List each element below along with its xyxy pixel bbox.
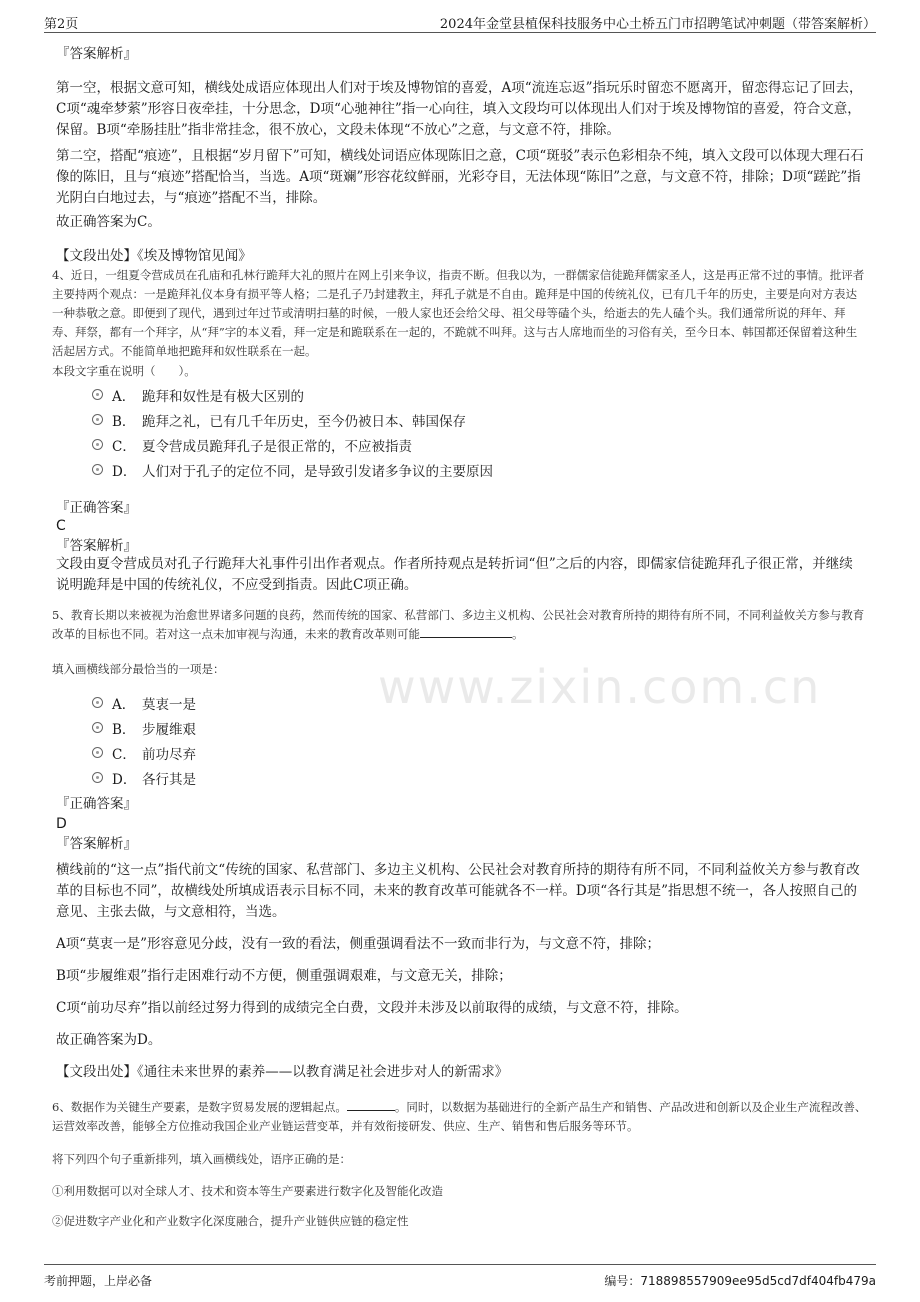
q5-option-d[interactable]: D． 各行其是 <box>92 765 852 790</box>
q6-sentence-1: ①利用数据可以对全球人才、技术和资本等生产要素进行数字化及智能化改造 <box>52 1184 443 1198</box>
q4-option-c[interactable]: C． 夏令营成员跪拜孔子是很正常的，不应被指责 <box>92 432 852 457</box>
q5-option-a[interactable]: A． 莫衷一是 <box>92 690 852 715</box>
q4-answer-tag: 『正确答案』 <box>56 500 137 516</box>
radio-icon[interactable] <box>92 697 103 708</box>
q4-answer: C <box>56 518 66 534</box>
radio-icon[interactable] <box>92 464 103 475</box>
q5-answer: D <box>56 816 67 832</box>
radio-icon[interactable] <box>92 414 103 425</box>
q4-question-text: 4、近日，一组夏令营成员在孔庙和孔林行跪拜大礼的照片在网上引来争议，指责不断。但我以为，一群儒家信徒跪拜儒家圣人，这是再正常不过的事情。批评者主要持两个观点：一是跪拜礼仪本身有损平等人格；二是孔子乃封建教主，拜孔子就是不自由。跪拜是中国的传统礼仪，已有几千年的历史，主要是向对方表达一种恭敬之意。即便到了现代，遇到过年过节或清明扫墓的时候，一般人家也还会给父母、祖父母等磕个头，给逝去的先人磕个头。我们通常所说的拜年、拜寿、拜祭，都有一个拜字，从“拜”字的本义看，拜一定是和跪联系在一起的，不跪就不叫拜。这与古人席地而坐的习俗有关，至今日本、韩国都还保留着这种生活起居方式。不能简单地把跪拜和奴性联系在一起。 <box>52 268 865 358</box>
watermark: www.zixin.com.cn <box>378 660 822 714</box>
q5-answer-tag: 『正确答案』 <box>56 796 137 812</box>
page-content <box>0 40 920 1260</box>
radio-icon[interactable] <box>92 389 103 400</box>
fill-blank <box>420 626 512 638</box>
radio-icon[interactable] <box>92 439 103 450</box>
q6-sentence-2: ②促进数字产业化和产业数字化深度融合，提升产业链供应链的稳定性 <box>52 1214 409 1228</box>
q4-prompt: 本段文字重在说明（ ）。 <box>52 364 196 378</box>
q5-source: 【文段出处】《通往未来世界的素养——以教育满足社会进步对人的新需求》 <box>56 1064 509 1080</box>
q4-options <box>92 382 852 482</box>
radio-icon[interactable] <box>92 747 103 758</box>
fill-blank <box>347 1099 395 1111</box>
document-title: 2024年金堂县植保科技服务中心土桥五门市招聘笔试冲刺题（带答案解析） <box>439 17 876 32</box>
page-footer <box>0 1264 920 1302</box>
radio-icon[interactable] <box>92 772 103 783</box>
q5-analysis-para4: C项“前功尽弃”指以前经过努力得到的成绩完全白费，文段并未涉及以前取得的成绩，与文意不符，排除。 <box>56 1000 688 1016</box>
q5-prompt: 填入画横线部分最恰当的一项是： <box>52 662 225 676</box>
q5-option-b[interactable]: B． 步履维艰 <box>92 715 852 740</box>
q5-option-c[interactable]: C． 前功尽弃 <box>92 740 852 765</box>
q3-source: 【文段出处】《埃及博物馆见闻》 <box>56 248 252 264</box>
q5-options <box>92 690 852 790</box>
q4-option-a[interactable]: A． 跪拜和奴性是有极大区别的 <box>92 382 852 407</box>
q5-conclusion: 故正确答案为D。 <box>56 1032 162 1048</box>
radio-icon[interactable] <box>92 722 103 733</box>
q4-option-d[interactable]: D． 人们对于孔子的定位不同，是导致引发诸多争议的主要原因 <box>92 457 852 482</box>
q3-analysis-tag: 『答案解析』 <box>56 46 137 62</box>
q6-question-text: 6、数据作为关键生产要素，是数字贸易发展的逻辑起点。 。同时，以数据为基础进行的全新产品生产和销售、产品改进和创新以及企业生产流程改善、运营效率改善，能够全方位推动我国企业产业链运营变革，并有效衔接研发、供应、生产、销售和售后服务等环节。 <box>52 1100 867 1133</box>
q5-analysis-para2: A项“莫衷一是”形容意见分歧，没有一致的看法，侧重强调看法不一致而非行为，与文意不符，排除； <box>56 936 661 952</box>
q4-analysis: 文段由夏令营成员对孔子行跪拜大礼事件引出作者观点。作者所持观点是转折词“但”之后的内容，即儒家信徒跪拜孔子很正常，并继续说明跪拜是中国的传统礼仪，不应受到指责。因此C项正确。 <box>56 556 853 593</box>
q3-analysis-para2: 第二空，搭配“痕迹”，且根据“岁月留下”可知，横线处词语应体现陈旧之意，C项“斑驳”表示色彩相杂不纯，填入文段可以体现大理石石像的陈旧，且与“痕迹”搭配恰当，当选。A项“斑斓”形容花纹鲜丽，光彩夺目，无法体现“陈旧”之意，与文意不符，排除；D项“蹉跎”指光阴白白地过去，与“痕迹”搭配不当，排除。 <box>56 148 864 206</box>
q4-option-b[interactable]: B． 跪拜之礼，已有几千年历史，至今仍被日本、韩国保存 <box>92 407 852 432</box>
q3-conclusion: 故正确答案为C。 <box>56 214 161 230</box>
q5-analysis-tag: 『答案解析』 <box>56 836 137 852</box>
q5-analysis-para3: B项“步履维艰”指行走困难行动不方便，侧重强调艰难，与文意无关，排除； <box>56 968 512 984</box>
page-header <box>0 0 920 36</box>
q5-question-text: 5、教育长期以来被视为治愈世界诸多问题的良药，然而传统的国家、私营部门、多边主义机构、公民社会对教育所持的期待有所不同，不同利益攸关方参与教育改革的目标也不同。若对这一点未加审视与沟通，未来的教育改革则可能 。 <box>52 608 865 641</box>
q3-analysis-para1: 第一空，根据文意可知，横线处成语应体现出人们对于埃及博物馆的喜爱，A项“流连忘返”指玩乐时留恋不愿离开，留恋得忘记了回去，C项“魂牵梦萦”形容日夜牵挂，十分思念，D项“心驰神往”指一心向往，填入文段均可以体现出人们对于埃及博物馆的喜爱，符合文意，保留。B项“牵肠挂肚”指非常挂念，很不放心，文段未体现“不放心”之意，与文意不符，排除。 <box>56 80 863 138</box>
q5-analysis-para1: 横线前的“这一点”指代前文“传统的国家、私营部门、多边主义机构、公民社会对教育所持的期待有所不同，不同利益攸关方参与教育改革的目标也不同”，故横线处所填成语表示目标不同，未来的教育改革可能就各不一样。D项“各行其是”指思想不统一，各人按照自己的意见、主张去做，与文意相符，当选。 <box>56 862 860 920</box>
footer-rule <box>44 1264 876 1265</box>
q6-prompt: 将下列四个句子重新排列，填入画横线处，语序正确的是： <box>52 1152 351 1166</box>
header-rule <box>44 32 876 33</box>
document-code: 编号：718898557909ee95d5cd7df404fb479a <box>604 1274 876 1288</box>
page-number: 第2页 <box>44 17 79 32</box>
footer-slogan: 考前押题，上岸必备 <box>44 1274 153 1288</box>
q4-analysis-tag: 『答案解析』 <box>56 538 137 554</box>
